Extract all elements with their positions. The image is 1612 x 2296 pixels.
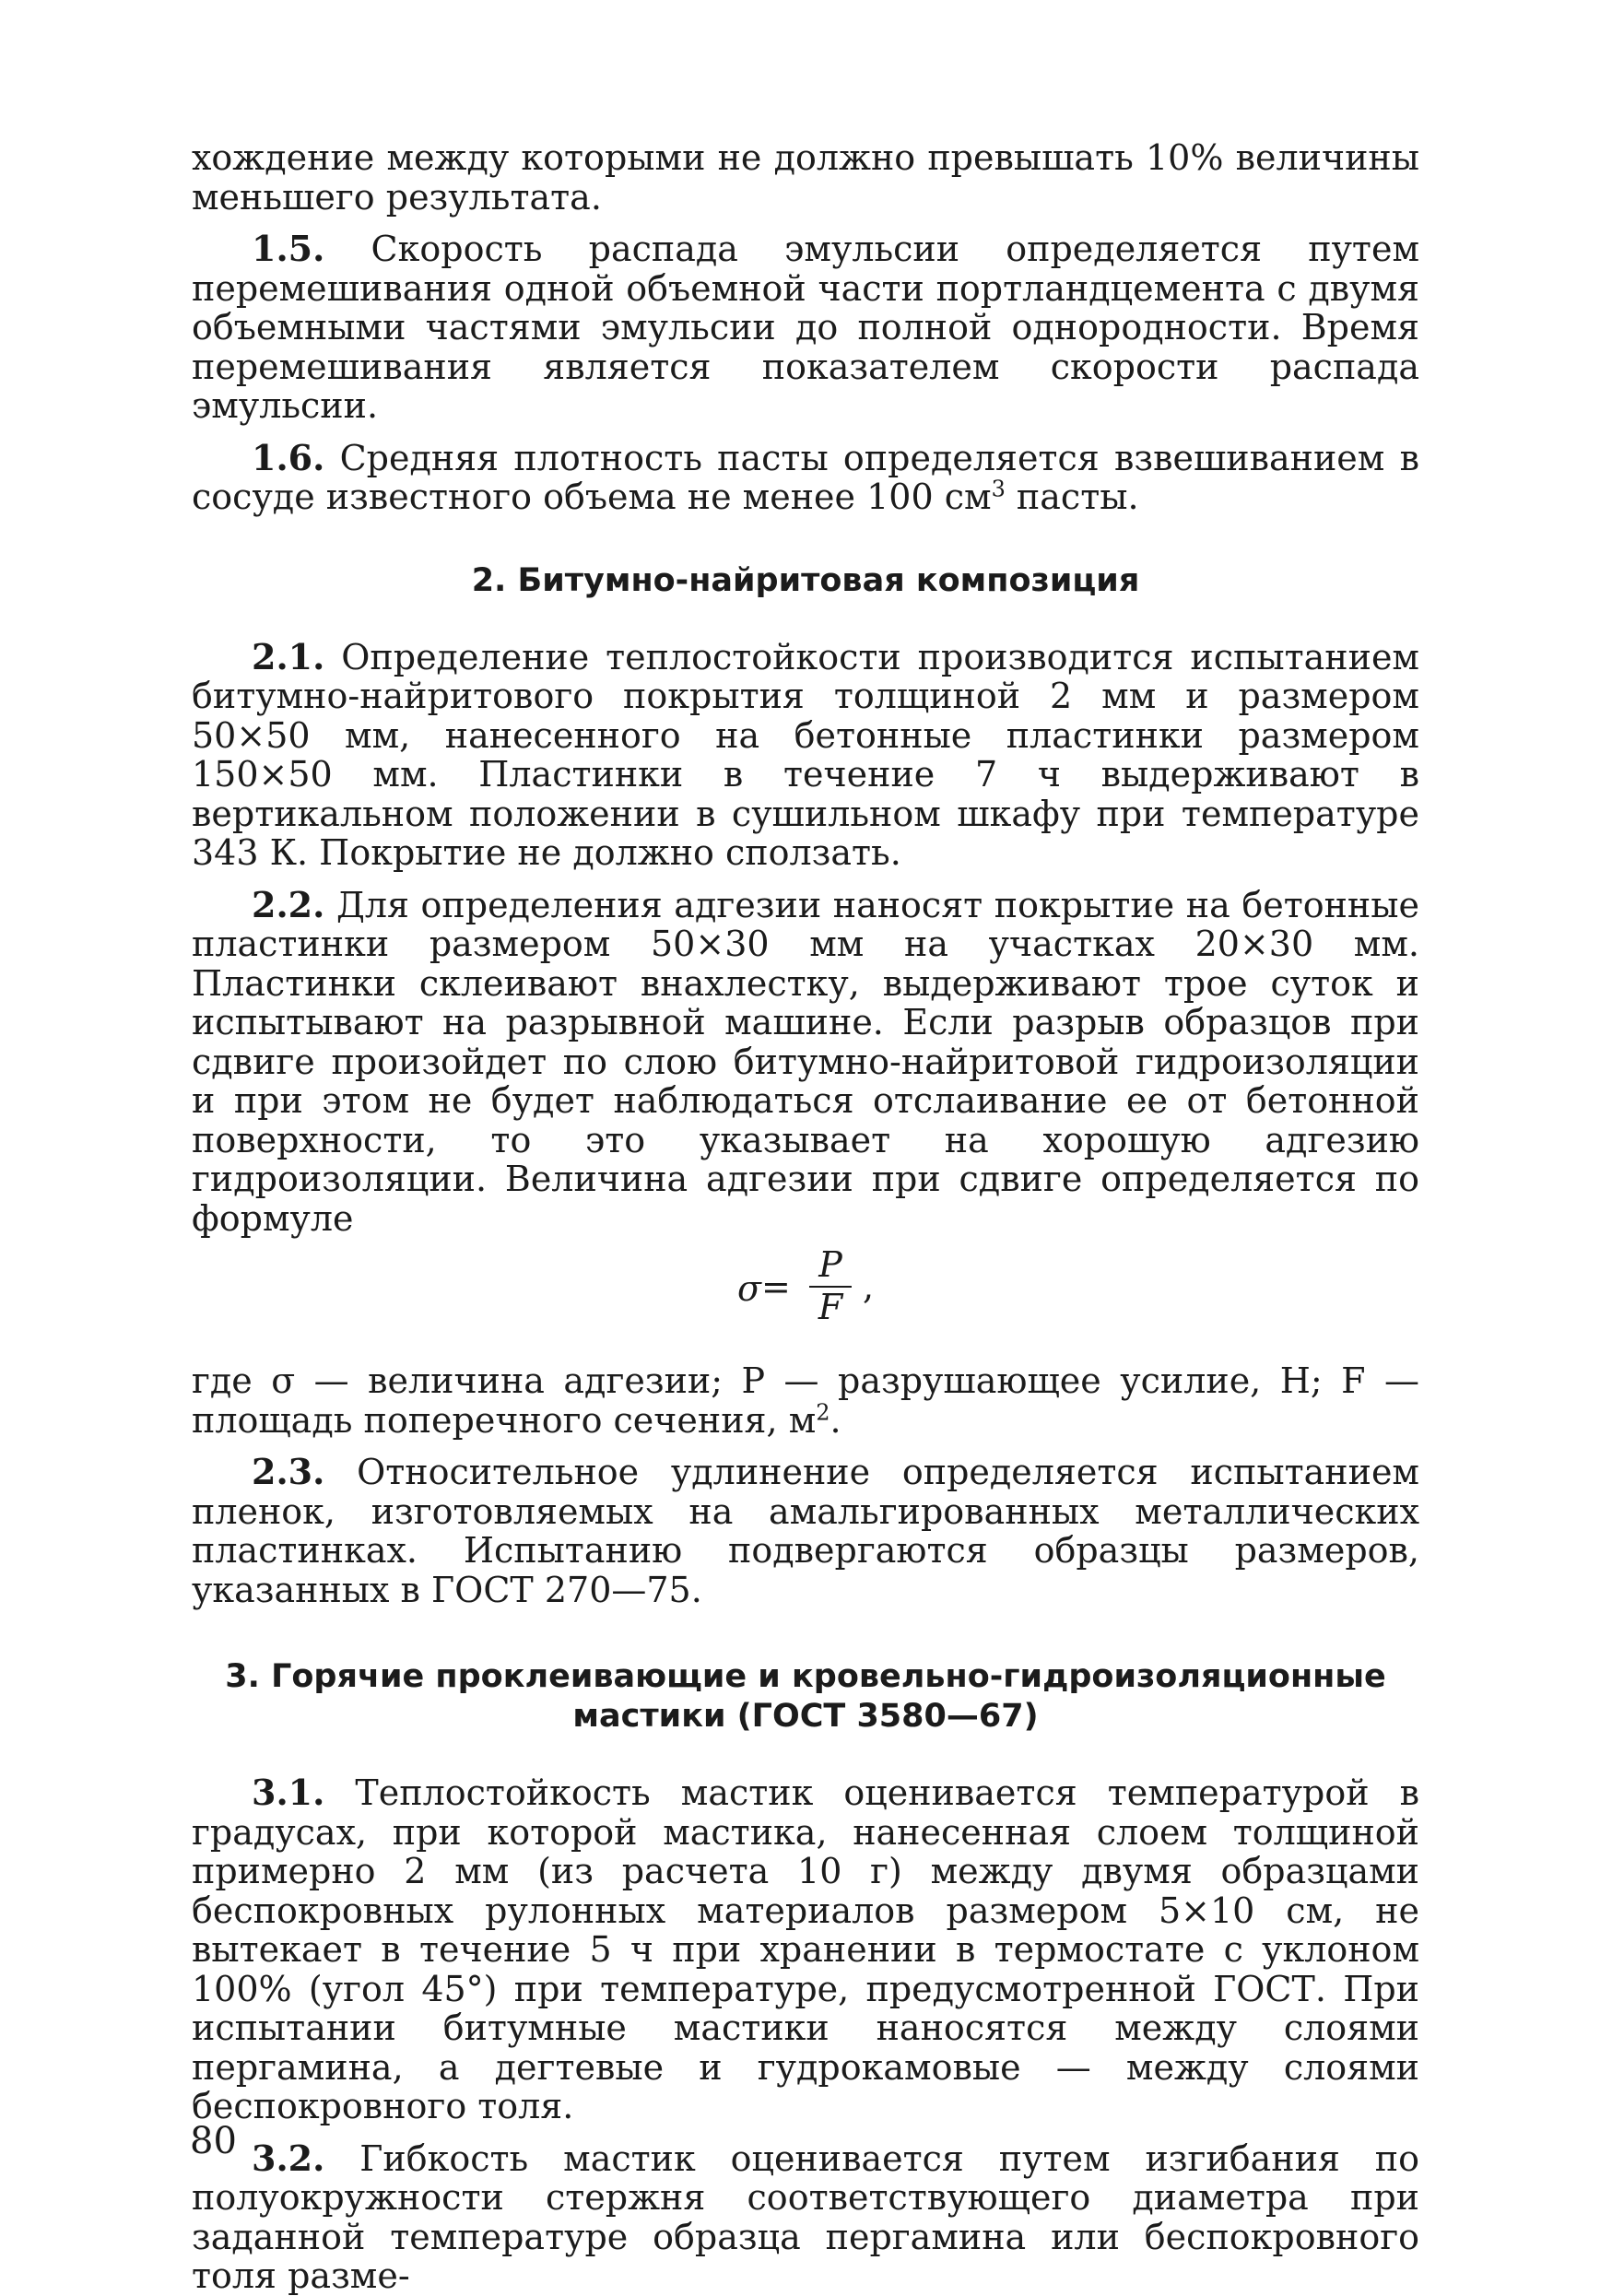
section-number: 1.5. xyxy=(252,228,324,269)
paragraph-text: Гибкость мастик оценивается путем изгибания по полуокружности стержня соответствующего диаметра при заданной температуре образца пергамина или беспокровного толя разме- xyxy=(192,2138,1419,2296)
document-page xyxy=(192,138,1419,2296)
paragraph-2-3 xyxy=(192,1453,1419,1609)
paragraph-text: Скорость распада эмульсии определяется путем перемешивания одной объемной части портландцемента с двумя объемными частями эмульсии до полной однородности. Время перемешивания является показателем скорости распада эмульсии. xyxy=(192,229,1419,426)
formula-equals: = xyxy=(761,1267,791,1307)
paragraph-text: Средняя плотность пасты определяется взвешиванием в сосуде известного объема не менее 100 см xyxy=(192,438,1419,518)
paragraph-text: пасты. xyxy=(1006,477,1139,517)
paragraph-text: где σ — величина адгезии; P — разрушающее усилие, Н; F — площадь поперечного сечения, м xyxy=(192,1360,1419,1441)
paragraph-text: Теплостойкость мастик оценивается температурой в градусах, при которой мастика, нанесенная слоем толщиной примерно 2 мм (из расчета 10 г) между двумя образцами беспокровных рулонных материалов размером 5×10 см, не вытекает в течение 5 ч при хранении в термостате с уклоном 100% (угол 45°) при температуре, предусмотренной ГОСТ. При испытании битумные мастики наносятся между слоями пергамина, а дегтевые и гудрокамовые — между слоями беспокровного толя. xyxy=(192,1772,1419,2126)
section-number: 1.6. xyxy=(252,437,324,478)
paragraph-text: хождение между которыми не должно превышать 10% величины меньшего результата. xyxy=(192,137,1419,218)
paragraph-text: Для определения адгезии наносят покрытие на бетонные пластинки размером 50×30 мм на участках 20×30 мм. Пластинки склеивают внахлестку, выдерживают трое суток и испытывают на разрывной машине. Если разрыв образцов при сдвиге произойдет по слою битумно-найритовой гидроизоляции и при этом не будет наблюдаться отслаивание ее от бетонной поверхности, то это указывает на хорошую адгезию гидроизоляции. Величина адгезии при сдвиге определяется по формуле xyxy=(192,885,1419,1239)
formula-sigma: σ xyxy=(737,1269,761,1309)
paragraph-continuation xyxy=(192,138,1419,217)
section-heading-2: 2. Битумно-найритовая композиция xyxy=(192,561,1419,601)
paragraph-3-1 xyxy=(192,1773,1419,2126)
paragraph-2-1 xyxy=(192,638,1419,873)
paragraph-text: Относительное удлинение определяется испытанием пленок, изготовляемых на амальгированных металлических пластинках. Испытанию подвергаются образцы размеров, указанных в ГОСТ 270—75. xyxy=(192,1452,1419,1610)
superscript: 3 xyxy=(992,476,1006,501)
formula-denominator: F xyxy=(807,1289,853,1325)
section-number: 3.1. xyxy=(252,1772,324,1813)
paragraph-where xyxy=(192,1361,1419,1440)
formula-numerator: P xyxy=(807,1247,853,1282)
section-heading-3-line2: мастики (ГОСТ 3580—67) xyxy=(192,1697,1419,1737)
paragraph-3-2 xyxy=(192,2139,1419,2296)
paragraph-1-5 xyxy=(192,230,1419,426)
section-number: 2.1. xyxy=(252,636,324,677)
page-number: 80 xyxy=(190,2120,237,2162)
formula-fraction xyxy=(807,1247,853,1325)
section-number: 3.2. xyxy=(252,2137,324,2179)
formula-comma: , xyxy=(863,1267,874,1307)
paragraph-2-2 xyxy=(192,886,1419,1239)
paragraph-1-6 xyxy=(192,439,1419,517)
paragraph-text: . xyxy=(830,1400,841,1441)
adhesion-formula xyxy=(192,1247,1419,1339)
section-heading-3-line1: 3. Горячие проклеивающие и кровельно-гидроизоляционные xyxy=(192,1657,1419,1697)
paragraph-text: Определение теплостойкости производится испытанием битумно-найритового покрытия толщиной 2 мм и размером 50×50 мм, нанесенного на бетонные пластинки размером 150×50 мм. Пластинки в течение 7 ч выдерживают в вертикальном положении в сушильном шкафу при температуре 343 К. Покрытие не должно сползать. xyxy=(192,637,1419,874)
section-number: 2.3. xyxy=(252,1451,324,1492)
section-number: 2.2. xyxy=(252,884,324,925)
superscript: 2 xyxy=(816,1399,830,1425)
